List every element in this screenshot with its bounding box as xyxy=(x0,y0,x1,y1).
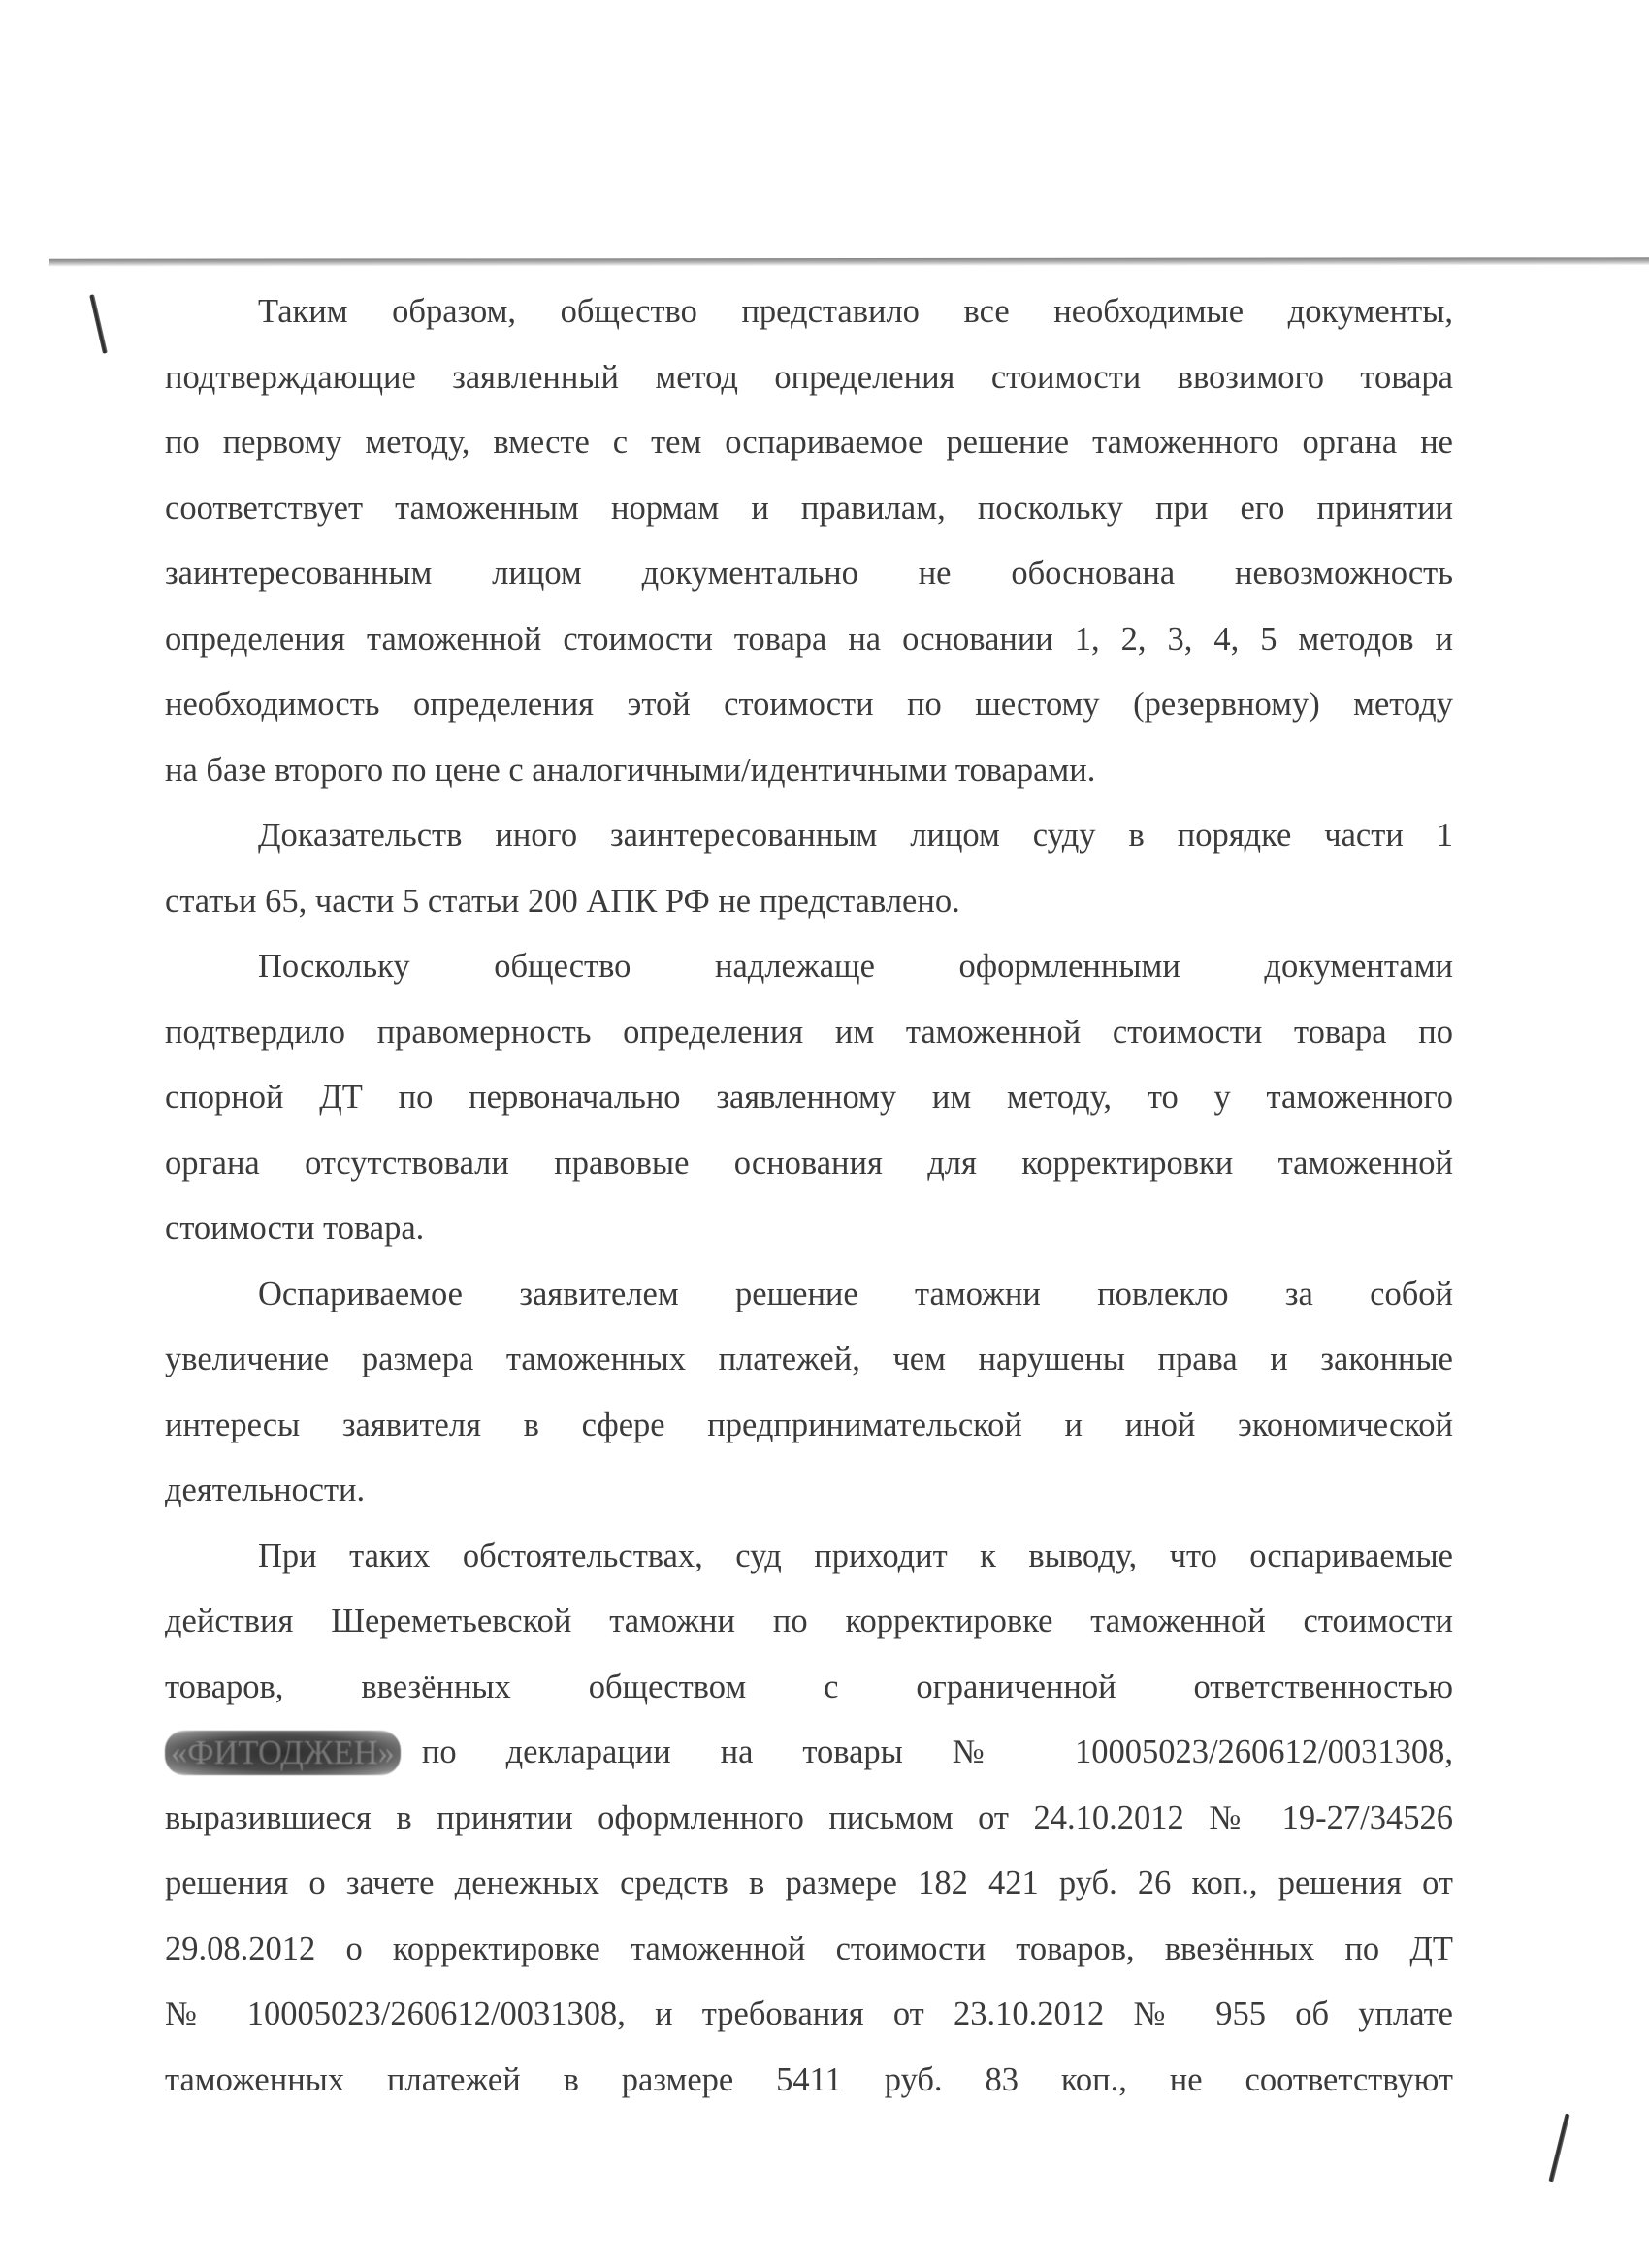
text-line: спорной ДТ по первоначально заявленному им методу, то у таможенного xyxy=(165,1079,1453,1116)
text-line-rest: по декларации на товары № 10005023/260612/0031308, xyxy=(421,1733,1453,1770)
text-line: № 10005023/260612/0031308, и требования от 23.10.2012 № 955 об уплате xyxy=(165,1995,1453,2032)
text-line: соответствует таможенным нормам и правилам, поскольку при его принятии xyxy=(165,489,1453,527)
text-line: таможенных платежей в размере 5411 руб. 83 коп., не соответствуют xyxy=(165,2060,1453,2098)
text-line: заинтересованным лицом документально не обоснована невозможность xyxy=(165,555,1453,592)
paragraph-2 xyxy=(165,803,1453,934)
text-line: Доказательств иного заинтересованным лицом суду в порядке части 1 xyxy=(258,817,1453,854)
text-line: Поскольку общество надлежаще оформленными документами xyxy=(258,948,1453,985)
paragraph-1 xyxy=(165,279,1453,803)
text-line: органа отсутствовали правовые основания для корректировки таможенной xyxy=(165,1144,1453,1182)
text-line: Таким образом, общество представило все необходимые документы, xyxy=(258,293,1453,330)
text-line: 29.08.2012 о корректировке таможенной стоимости товаров, ввезённых по ДТ xyxy=(165,1929,1453,1967)
text-line: выразившиеся в принятии оформленного письмом от 24.10.2012 № 19-27/34526 xyxy=(165,1798,1453,1836)
paragraph-4 xyxy=(165,1262,1453,1524)
text-line: на базе второго по цене с аналогичными/идентичными товарами. xyxy=(165,751,1096,789)
text-line: статьи 65, части 5 статьи 200 АПК РФ не представлено. xyxy=(165,882,960,920)
text-line: подтверждающие заявленный метод определения стоимости ввозимого товара xyxy=(165,358,1453,396)
paragraph-3 xyxy=(165,934,1453,1262)
redacted-company-name: «ФИТОДЖЕН» xyxy=(165,1731,401,1775)
staple-mark-top xyxy=(89,294,108,354)
text-line: Оспариваемое заявителем решение таможни повлекло за собой xyxy=(258,1275,1453,1312)
paragraph-5 xyxy=(165,1524,1453,2114)
text-line: по первому методу, вместе с тем оспариваемое решение таможенного органа не xyxy=(165,424,1453,461)
paper-edge-line xyxy=(48,257,1649,266)
text-line-with-redaction xyxy=(165,1720,1453,1786)
text-line: стоимости товара. xyxy=(165,1210,425,1247)
text-line: При таких обстоятельствах, суд приходит к выводу, что оспариваемые xyxy=(258,1537,1453,1574)
text-line: интересы заявителя в сфере предпринимательской и иной экономической xyxy=(165,1406,1453,1443)
document-body xyxy=(165,279,1453,2113)
text-line: решения о зачете денежных средств в размере 182 421 руб. 26 коп., решения от xyxy=(165,1864,1453,1901)
text-line: деятельности. xyxy=(165,1472,366,1508)
text-line: действия Шереметьевской таможни по корректировке таможенной стоимости xyxy=(165,1603,1453,1639)
text-line: увеличение размера таможенных платежей, чем нарушены права и законные xyxy=(165,1341,1453,1377)
text-line: необходимость определения этой стоимости по шестому (резервному) методу xyxy=(165,686,1453,723)
text-line: товаров, ввезённых обществом с ограниченной ответственностью xyxy=(165,1668,1453,1705)
staple-mark-bottom xyxy=(1548,2113,1569,2182)
text-line: определения таможенной стоимости товара на основании 1, 2, 3, 4, 5 методов и xyxy=(165,620,1453,658)
text-line: подтвердило правомерность определения им таможенной стоимости товара по xyxy=(165,1013,1453,1051)
